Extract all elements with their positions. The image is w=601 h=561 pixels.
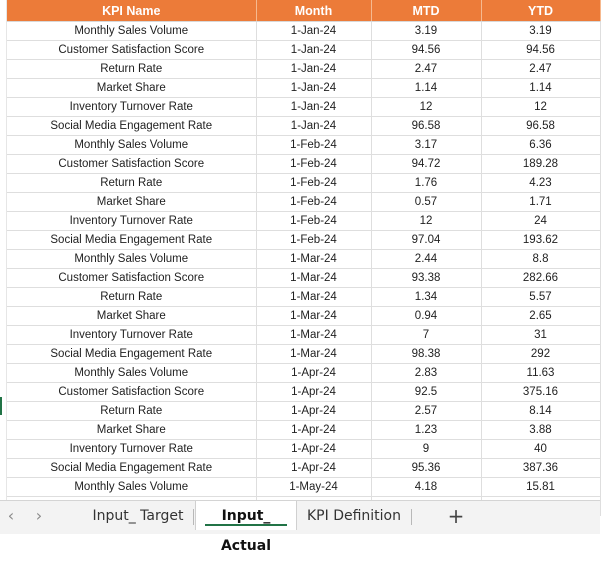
cell-month[interactable]: 1-Apr-24 <box>256 402 371 421</box>
cell-month[interactable]: 1-Mar-24 <box>256 345 371 364</box>
active-tab-underline <box>205 524 287 526</box>
cell-ytd[interactable]: 94.56 <box>481 41 600 60</box>
chevron-right-icon[interactable]: › <box>35 506 43 525</box>
cell-mtd[interactable]: 4.18 <box>371 478 481 497</box>
table-row <box>7 421 600 440</box>
cell-ytd[interactable]: 11.63 <box>481 364 600 383</box>
cell-month[interactable]: 1-Jan-24 <box>256 98 371 117</box>
cell-mtd[interactable]: 93.38 <box>371 269 481 288</box>
cell-kpi-name[interactable]: Social Media Engagement Rate <box>7 117 256 136</box>
table-row <box>7 459 600 478</box>
cell-ytd[interactable]: 12 <box>481 98 600 117</box>
cell-kpi-name[interactable]: Monthly Sales Volume <box>7 478 256 497</box>
cell-kpi-name[interactable]: Inventory Turnover Rate <box>7 98 256 117</box>
cell-month[interactable]: 1-Apr-24 <box>256 421 371 440</box>
table-row <box>7 383 600 402</box>
cell-ytd[interactable]: 8.14 <box>481 402 600 421</box>
cell-ytd[interactable]: 2.47 <box>481 60 600 79</box>
cell-month[interactable]: 1-Jan-24 <box>256 79 371 98</box>
cell-month[interactable]: 1-Mar-24 <box>256 250 371 269</box>
sheet-tab-bar <box>0 500 600 554</box>
cell-kpi-name[interactable]: Monthly Sales Volume <box>7 364 256 383</box>
cell-mtd[interactable]: 1.34 <box>371 288 481 307</box>
cell-month[interactable]: 1-Feb-24 <box>256 231 371 250</box>
cell-ytd[interactable]: 1.14 <box>481 79 600 98</box>
cell-kpi-name[interactable]: Inventory Turnover Rate <box>7 326 256 345</box>
cell-kpi-name[interactable]: Market Share <box>7 421 256 440</box>
cell-ytd[interactable]: 282.66 <box>481 269 600 288</box>
kpi-table <box>7 0 601 516</box>
chevron-left-icon[interactable]: ‹ <box>7 506 15 525</box>
cell-ytd[interactable]: 4.23 <box>481 174 600 193</box>
cell-kpi-name[interactable]: Social Media Engagement Rate <box>7 231 256 250</box>
cell-mtd[interactable]: 3.17 <box>371 136 481 155</box>
table-row <box>7 364 600 383</box>
tab-input-actual[interactable] <box>195 501 297 554</box>
table-row <box>7 22 600 41</box>
cell-kpi-name[interactable]: Monthly Sales Volume <box>7 22 256 41</box>
table-row <box>7 193 600 212</box>
table-row <box>7 136 600 155</box>
cell-mtd[interactable]: 98.38 <box>371 345 481 364</box>
table-row <box>7 402 600 421</box>
cell-month[interactable]: 1-Apr-24 <box>256 383 371 402</box>
cell-ytd[interactable]: 15.81 <box>481 478 600 497</box>
header-row <box>7 0 600 22</box>
cell-ytd[interactable]: 292 <box>481 345 600 364</box>
table-row <box>7 155 600 174</box>
cell-kpi-name[interactable]: Monthly Sales Volume <box>7 250 256 269</box>
tab-input-target[interactable] <box>84 501 192 531</box>
cell-mtd[interactable]: 1.76 <box>371 174 481 193</box>
table-body <box>7 22 600 516</box>
cell-kpi-name[interactable]: Market Share <box>7 193 256 212</box>
cell-kpi-name[interactable]: Market Share <box>7 307 256 326</box>
cell-mtd[interactable]: 95.36 <box>371 459 481 478</box>
cell-kpi-name[interactable]: Customer Satisfaction Score <box>7 155 256 174</box>
cell-mtd[interactable]: 2.57 <box>371 402 481 421</box>
table-row <box>7 326 600 345</box>
cell-ytd[interactable]: 2.65 <box>481 307 600 326</box>
cell-kpi-name[interactable]: Social Media Engagement Rate <box>7 459 256 478</box>
cell-ytd[interactable]: 3.88 <box>481 421 600 440</box>
cell-month[interactable]: 1-Feb-24 <box>256 212 371 231</box>
cell-kpi-name[interactable]: Customer Satisfaction Score <box>7 41 256 60</box>
tab-label: Input_ Actual <box>220 508 272 554</box>
cell-month[interactable]: 1-Jan-24 <box>256 22 371 41</box>
table-row <box>7 174 600 193</box>
cell-mtd[interactable]: 2.44 <box>371 250 481 269</box>
cell-mtd[interactable]: 2.47 <box>371 60 481 79</box>
table-row <box>7 307 600 326</box>
cell-kpi-name[interactable]: Return Rate <box>7 402 256 421</box>
table-row <box>7 440 600 459</box>
tab-separator <box>193 509 194 525</box>
header-mtd[interactable]: MTD <box>371 0 481 22</box>
cell-ytd[interactable]: 189.28 <box>481 155 600 174</box>
cell-ytd[interactable]: 8.8 <box>481 250 600 269</box>
cell-month[interactable]: 1-Feb-24 <box>256 193 371 212</box>
cell-month[interactable]: 1-Mar-24 <box>256 288 371 307</box>
cell-kpi-name[interactable]: Inventory Turnover Rate <box>7 212 256 231</box>
tab-separator <box>411 509 412 525</box>
cell-month[interactable]: 1-Feb-24 <box>256 174 371 193</box>
add-sheet-button[interactable] <box>444 503 468 529</box>
cell-kpi-name[interactable]: Market Share <box>7 79 256 98</box>
cell-mtd[interactable]: 2.83 <box>371 364 481 383</box>
cell-month[interactable]: 1-Jan-24 <box>256 117 371 136</box>
cell-mtd[interactable]: 0.94 <box>371 307 481 326</box>
header-kpi-name[interactable]: KPI Name <box>7 0 256 22</box>
table-row <box>7 250 600 269</box>
tab-label: Input_ Target <box>92 508 184 524</box>
cell-mtd[interactable]: 9 <box>371 440 481 459</box>
cell-month[interactable]: 1-May-24 <box>256 478 371 497</box>
cell-kpi-name[interactable]: Customer Satisfaction Score <box>7 383 256 402</box>
cell-month[interactable]: 1-Jan-24 <box>256 60 371 79</box>
cell-mtd[interactable]: 92.5 <box>371 383 481 402</box>
cell-ytd[interactable]: 96.58 <box>481 117 600 136</box>
table-row <box>7 212 600 231</box>
cell-ytd[interactable]: 387.36 <box>481 459 600 478</box>
cell-mtd[interactable]: 12 <box>371 212 481 231</box>
cell-mtd[interactable]: 94.56 <box>371 41 481 60</box>
table-row <box>7 79 600 98</box>
cell-kpi-name[interactable]: Return Rate <box>7 288 256 307</box>
plus-icon: + <box>447 504 465 528</box>
cell-ytd[interactable]: 24 <box>481 212 600 231</box>
cell-month[interactable]: 1-Apr-24 <box>256 364 371 383</box>
table-row <box>7 117 600 136</box>
cell-mtd[interactable]: 0.57 <box>371 193 481 212</box>
table-row <box>7 478 600 497</box>
cell-kpi-name[interactable]: Return Rate <box>7 174 256 193</box>
cell-kpi-name[interactable]: Social Media Engagement Rate <box>7 345 256 364</box>
cell-month[interactable]: 1-Mar-24 <box>256 269 371 288</box>
cell-kpi-name[interactable]: Monthly Sales Volume <box>7 136 256 155</box>
cell-month[interactable]: 1-Jan-24 <box>256 41 371 60</box>
table-row <box>7 41 600 60</box>
cell-mtd[interactable]: 7 <box>371 326 481 345</box>
cell-mtd[interactable]: 1.14 <box>371 79 481 98</box>
cell-mtd[interactable]: 94.72 <box>371 155 481 174</box>
cell-ytd[interactable]: 31 <box>481 326 600 345</box>
cell-month[interactable]: 1-Apr-24 <box>256 459 371 478</box>
cell-mtd[interactable]: 1.23 <box>371 421 481 440</box>
header-ytd[interactable]: YTD <box>481 0 600 22</box>
header-month[interactable]: Month <box>256 0 371 22</box>
cell-kpi-name[interactable]: Inventory Turnover Rate <box>7 440 256 459</box>
cell-mtd[interactable]: 3.19 <box>371 22 481 41</box>
cell-month[interactable]: 1-Feb-24 <box>256 136 371 155</box>
tab-kpi-definition[interactable] <box>300 501 408 531</box>
cell-ytd[interactable]: 5.57 <box>481 288 600 307</box>
selected-row-indicator <box>0 397 2 415</box>
cell-kpi-name[interactable]: Return Rate <box>7 60 256 79</box>
cell-kpi-name[interactable]: Customer Satisfaction Score <box>7 269 256 288</box>
table-row <box>7 60 600 79</box>
table-row <box>7 231 600 250</box>
cell-ytd[interactable]: 193.62 <box>481 231 600 250</box>
cell-mtd[interactable]: 97.04 <box>371 231 481 250</box>
table-row <box>7 98 600 117</box>
table-row <box>7 269 600 288</box>
table-row <box>7 345 600 364</box>
tab-label: KPI Definition <box>307 508 401 524</box>
cell-month[interactable]: 1-Mar-24 <box>256 326 371 345</box>
row-header-strip[interactable] <box>0 0 7 500</box>
cell-month[interactable]: 1-Mar-24 <box>256 307 371 326</box>
cell-month[interactable]: 1-Feb-24 <box>256 155 371 174</box>
cell-ytd[interactable]: 40 <box>481 440 600 459</box>
cell-month[interactable]: 1-Apr-24 <box>256 440 371 459</box>
cell-mtd[interactable]: 96.58 <box>371 117 481 136</box>
cell-ytd[interactable]: 3.19 <box>481 22 600 41</box>
cell-ytd[interactable]: 375.16 <box>481 383 600 402</box>
table-row <box>7 288 600 307</box>
cell-ytd[interactable]: 1.71 <box>481 193 600 212</box>
cell-ytd[interactable]: 6.36 <box>481 136 600 155</box>
cell-mtd[interactable]: 12 <box>371 98 481 117</box>
